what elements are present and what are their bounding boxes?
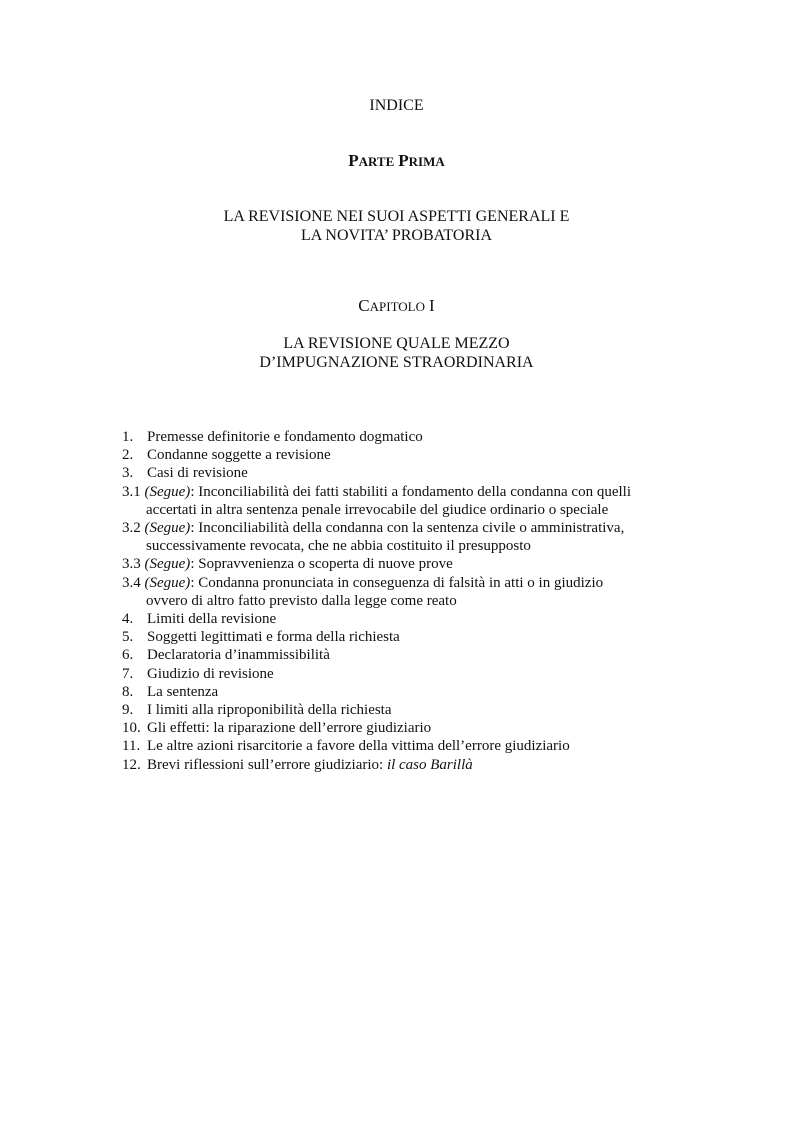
part-title-line: LA NOVITA’ PROBATORIA: [300, 227, 493, 244]
toc-item: 1. Premesse definitorie e fondamento dogmatico: [122, 429, 423, 445]
toc-item: 7. Giudizio di revisione: [122, 665, 274, 682]
toc-item: 12. Brevi riflessioni sull’errore giudiziario: il caso Barillà: [122, 756, 473, 773]
index-title: INDICE: [369, 97, 424, 114]
toc-item: 10. Gli effetti: la riparazione dell’errore giudiziario: [122, 720, 432, 737]
toc-item: 2. Condanne soggette a revisione: [122, 447, 331, 464]
toc-item: 9. I limiti alla riproponibilità della richiesta: [122, 702, 392, 719]
chapter-heading: CAPITOLO I: [358, 296, 435, 315]
part-title: [0, 207, 793, 245]
table-of-contents: [122, 428, 722, 774]
part-title-line: LA REVISIONE NEI SUOI ASPETTI GENERALI E: [223, 208, 570, 225]
toc-item: 6. Declaratoria d’inammissibilità: [122, 647, 330, 664]
chapter-title: [0, 334, 793, 372]
part-heading: PARTE PRIMA: [348, 151, 445, 170]
toc-item: 11. Le altre azioni risarcitorie a favore della vittima dell’errore giudiziario: [122, 738, 570, 755]
toc-subitem: 3.3 (Segue): Sopravvenienza o scoperta di nuove prove: [122, 556, 453, 573]
toc-subitem: 3.1 (Segue): Inconciliabilità dei fatti stabiliti a fondamento della condanna con quelli accertati in altra sentenza penale irrevocabile del giudice ordinario o speciale: [122, 483, 632, 518]
toc-item: 3. Casi di revisione: [122, 465, 248, 482]
toc-subitem: 3.4 (Segue): Condanna pronunciata in conseguenza di falsità in atti o in giudizio ovvero di altro fatto previsto dalla legge come reato: [122, 574, 604, 609]
toc-subitem: 3.2 (Segue): Inconciliabilità della condanna con la sentenza civile o amministrativa, successivamente revocata, che ne abbia costituito il presupposto: [122, 520, 625, 555]
toc-item: 8. La sentenza: [122, 683, 219, 700]
toc-item: 4. Limiti della revisione: [122, 611, 277, 628]
chapter-title-line: LA REVISIONE QUALE MEZZO: [283, 335, 510, 352]
toc-item: 5. Soggetti legittimati e forma della richiesta: [122, 629, 400, 646]
chapter-title-line: D’IMPUGNAZIONE STRAORDINARIA: [259, 354, 534, 371]
